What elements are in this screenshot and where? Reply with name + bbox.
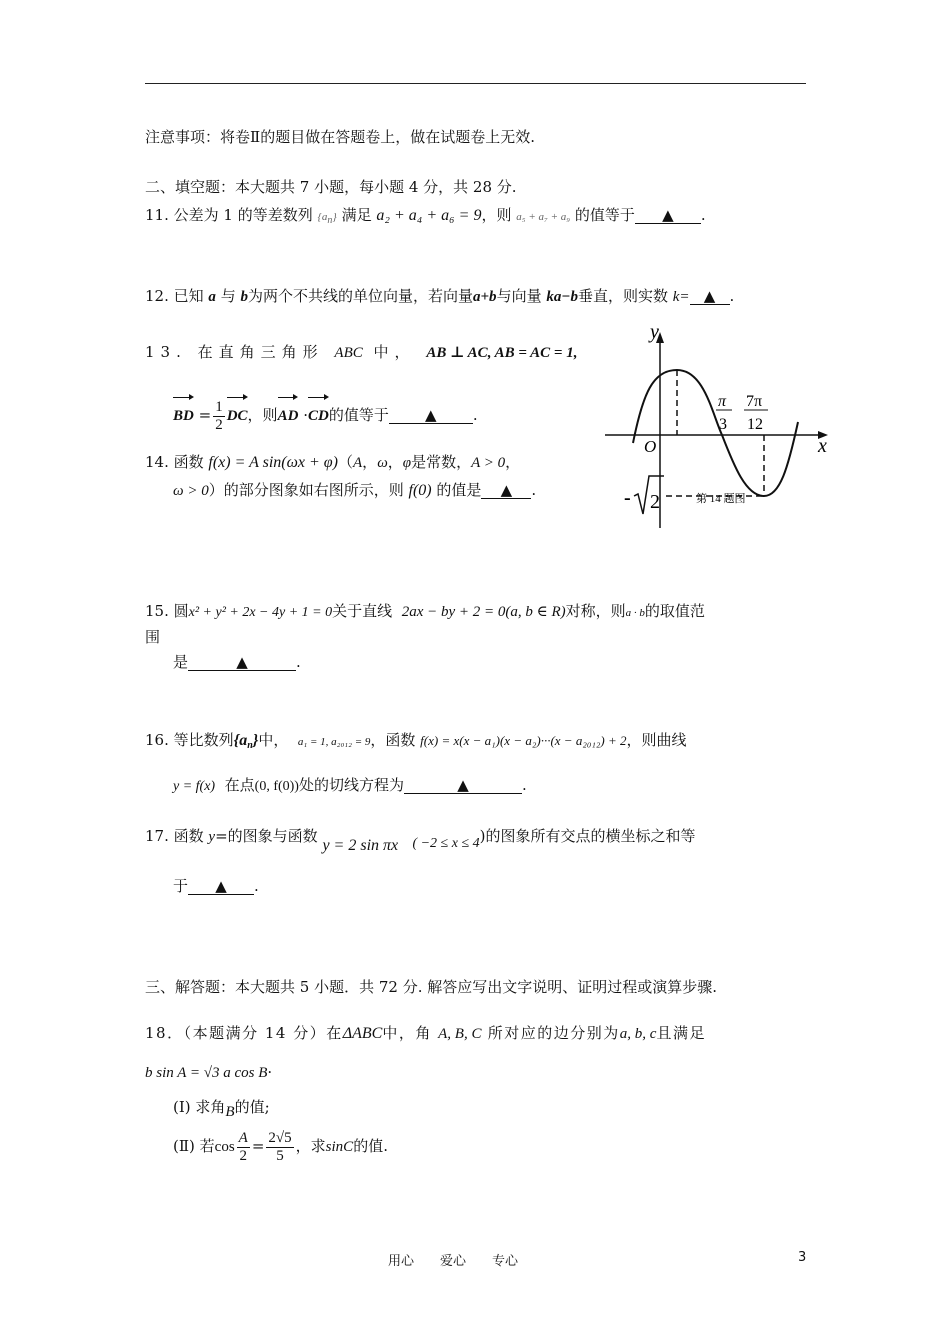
answer-blank-15: ▲: [188, 654, 296, 671]
question-18-part-2: (Ⅱ) 若cos $\frac{A}{2}$ = $\frac{2√5}{5}$ ，求sinC的值.: [173, 1129, 388, 1164]
answer-blank-11: ▲: [635, 207, 701, 224]
y-axis-label: y: [650, 321, 659, 343]
notice: 注意事项：将卷Ⅱ的题目做在答题卷上，做在试题卷上无效.: [145, 128, 535, 146]
question-17-line-2: 于 ▲ .: [173, 877, 259, 895]
tick-12-label: 12: [747, 416, 763, 433]
tick-3-label: 3: [719, 416, 727, 433]
tick-pi-label: π: [718, 393, 727, 410]
question-11: 11. 公差为 1 的等差数列 {an} 满足 a₂ + a₄ + a₆ = 9，则 a₅ + a₇ + a₉ 的值等于 ▲ .: [145, 206, 706, 226]
answer-blank-14: ▲: [481, 482, 531, 499]
section-2-heading: 二、填空题：本大题共 7 小题，每小题 4 分，共 28 分.: [145, 178, 517, 196]
footer-motto: 用心 爱心 专心: [388, 1254, 519, 1269]
header-rule: [145, 83, 806, 84]
question-12: 12. 已知 a 与 b为两个不共线的单位向量，若向量a+b与向量 ka−b垂直，则实数 k= ▲ .: [145, 287, 735, 305]
origin-label: O: [644, 437, 657, 456]
sine-graph-figure: [600, 318, 840, 538]
question-14-line-1: 14. 函数 f(x) = A sin(ωx + φ)（A，ω，φ是常数，A > 0，: [145, 453, 521, 471]
x-axis-label: x: [818, 435, 827, 457]
question-13-line-1: 13. 在直角三角形 ABC 中， AB ⊥ AC, AB = AC = 1,: [145, 343, 578, 361]
answer-blank-12: ▲: [690, 288, 730, 305]
question-18-line-1: 18．（本题满分 14 分）在ΔABC中，角 A, B, C 所对应的边分别为a, b, c且满足: [145, 1024, 706, 1042]
answer-blank-13: ▲: [389, 407, 473, 424]
question-14-line-2: ω > 0）的部分图象如右图所示，则 f(0) 的值是 ▲ .: [173, 481, 537, 499]
question-13-line-2: BD = $\frac{1}{2}$ DC，则AD ·CD的值等于 ▲ .: [173, 398, 478, 433]
sqrt-2-label: 2: [650, 491, 660, 513]
tick-7pi-label: 7π: [746, 393, 763, 410]
page-number: 3: [798, 1250, 807, 1265]
answer-blank-17: ▲: [188, 878, 254, 895]
question-15-line-3: 是 ▲ .: [173, 653, 301, 671]
answer-blank-16: ▲: [404, 777, 522, 794]
figure-caption: 第 14 题图: [696, 493, 746, 505]
section-3-heading: 三、解答题：本大题共 5 小题．共 72 分. 解答应写出文字说明、证明过程或演算步骤.: [145, 978, 718, 996]
question-16-line-2: y = f(x) 在点(0, f(0))处的切线方程为 ▲ .: [173, 776, 527, 794]
question-15-line-1: 15. 圆x² + y² + 2x − 4y + 1 = 0关于直线 2ax − by + 2 = 0(a, b ∈ R)对称，则a · b的取值范: [145, 602, 705, 620]
question-17-line-1: 17. 函数 y=的图象与函数 y = 2 sin πx ( −2 ≤ x ≤ 4)的图象所有交点的横坐标之和等: [145, 827, 696, 854]
question-16-line-1: 16. 等比数列$\{a_n\}$中， a₁ = 1, a₂₀₁₂ = 9，函数 f(x) = x(x − a₁)(x − a₂)···(x − a₂₀₁₂) + 2，则曲线: [145, 731, 687, 751]
question-18-part-1: (Ⅰ) 求角B的值;: [173, 1098, 270, 1120]
sine-curve: [633, 370, 798, 496]
question-18-line-2: b sin A = √3 a cos B·: [145, 1063, 273, 1081]
neg-sign: -: [624, 487, 631, 509]
question-15-line-2: 围: [145, 628, 161, 646]
